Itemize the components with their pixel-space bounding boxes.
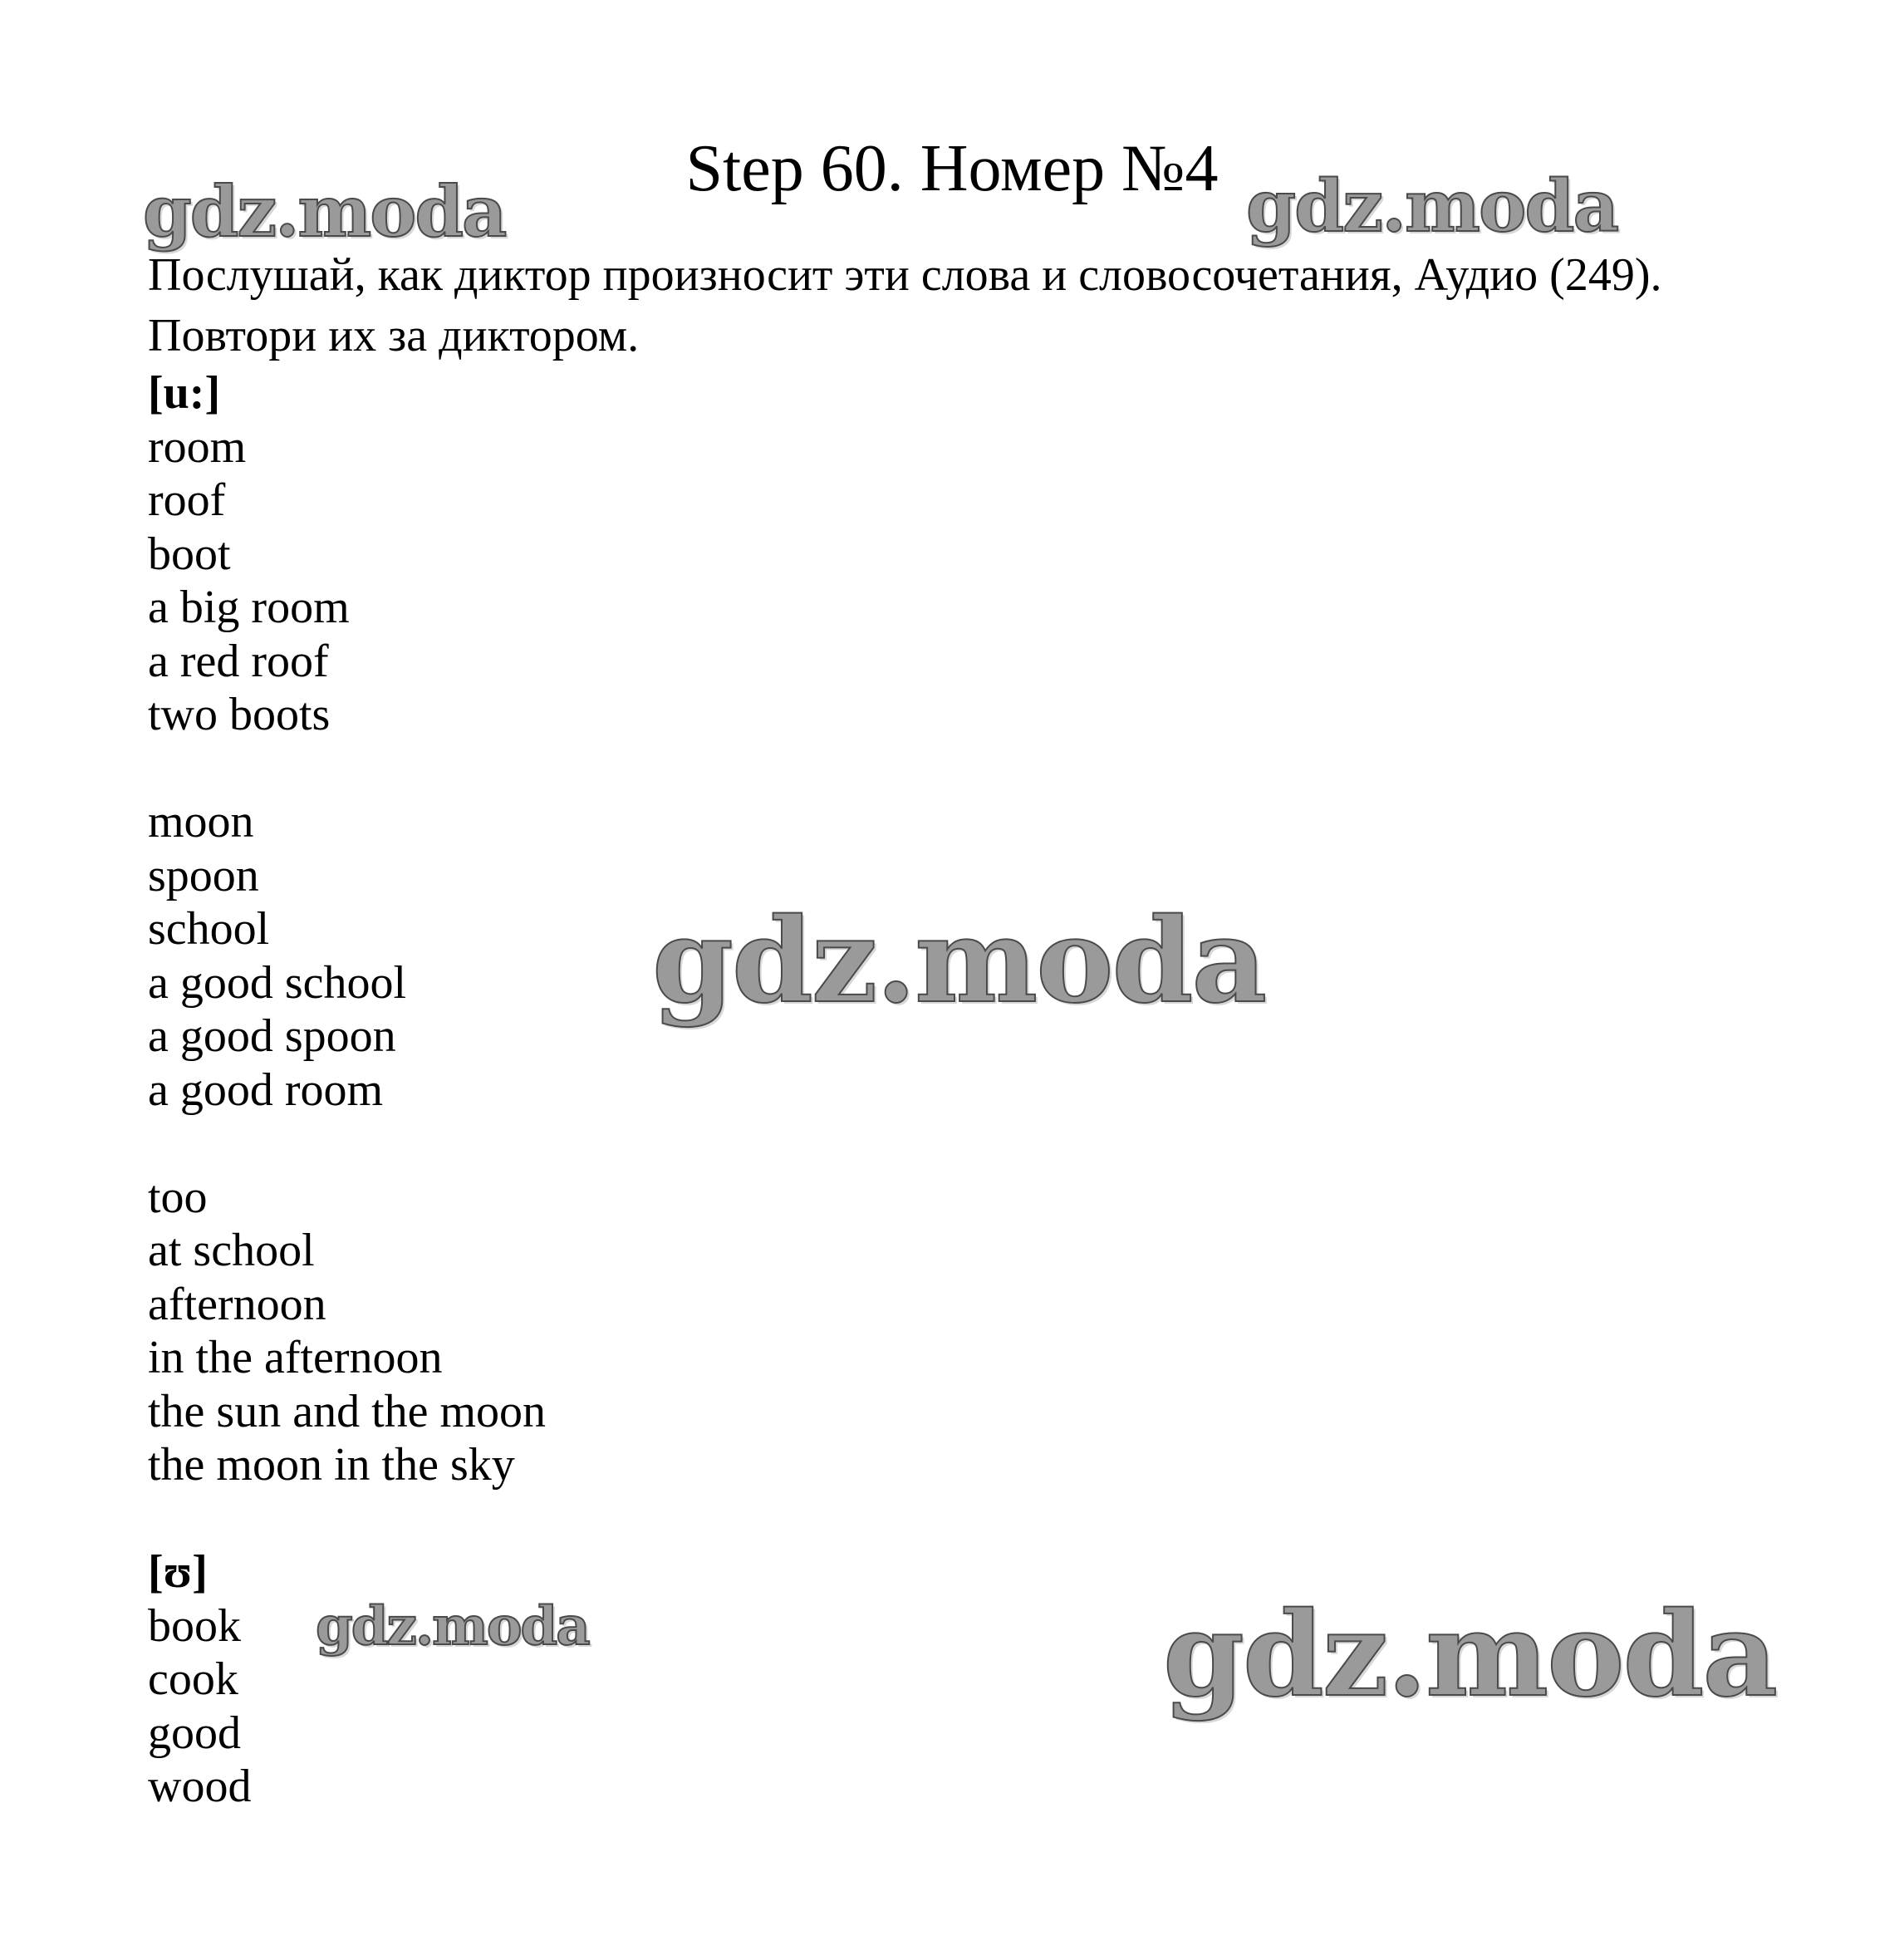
word-item: a good room — [148, 1064, 384, 1116]
exercise-content — [148, 245, 1809, 1814]
phoneme-short-u: [ʊ] — [148, 1546, 208, 1598]
watermark: gdz.moda — [1246, 165, 1618, 248]
instruction-line-1: Послушай, как диктор произносит эти слова и словосочетания, Аудио (249). — [148, 249, 1662, 301]
page-title: Step 60. Номер №4 — [685, 132, 1219, 205]
group-spacer — [148, 742, 1809, 796]
word-item: room — [148, 420, 247, 473]
word-item: afternoon — [148, 1278, 326, 1330]
watermark: gdz.moda — [652, 893, 1266, 1029]
instruction-line-2: Повтори их за диктором. — [148, 310, 640, 361]
group-spacer — [148, 1492, 1809, 1546]
word-item: a red roof — [148, 635, 329, 687]
word-item: wood — [148, 1761, 252, 1812]
word-item: at school — [148, 1225, 315, 1276]
word-item: school — [148, 903, 270, 955]
word-item: moon — [148, 796, 254, 847]
watermark: gdz.moda — [143, 170, 506, 253]
word-item: a good school — [148, 956, 407, 1009]
word-item: in the afternoon — [148, 1332, 443, 1383]
word-item: two boots — [148, 689, 331, 740]
word-item: a big room — [148, 582, 350, 633]
word-item: good — [148, 1707, 241, 1759]
group-spacer — [148, 1117, 1809, 1171]
word-item: a good spoon — [148, 1010, 396, 1062]
word-item: too — [148, 1171, 208, 1223]
word-item: boot — [148, 528, 231, 580]
word-item: spoon — [148, 849, 259, 901]
word-item: the moon in the sky — [148, 1439, 515, 1491]
phoneme-long-u: [u:] — [148, 367, 221, 419]
word-item: roof — [148, 474, 226, 526]
watermark: gdz.moda — [316, 1595, 589, 1658]
word-item: the sun and the moon — [148, 1385, 547, 1437]
word-item: cook — [148, 1653, 238, 1705]
watermark: gdz.moda — [1163, 1587, 1777, 1723]
word-item: book — [148, 1599, 241, 1652]
